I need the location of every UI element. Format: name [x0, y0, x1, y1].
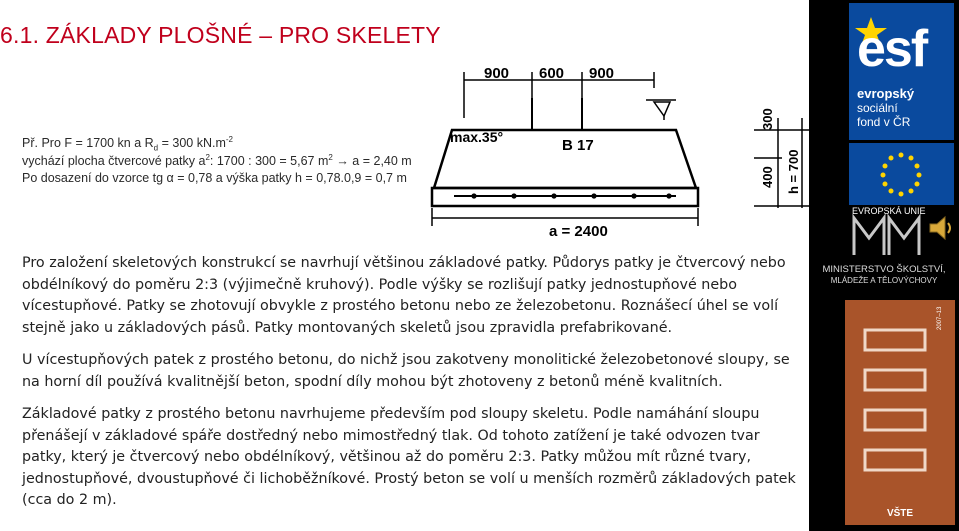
esf-wordmark: esf — [857, 20, 927, 78]
example-line-3: Po dosazení do vzorce tg α = 0,78 a výška patky h = 0,78.0,9 = 0,7 m — [22, 171, 407, 185]
paragraph-2: U vícestupňových patek z prostého betonu, do nichž jsou zakotveny monolitické železobetonové sloupy, se na horní díl používá kvalitnější beton, spodní díly mohou být zhotoveny z betonů méně kvalitních. — [22, 352, 790, 390]
dim-top-right: 900 — [589, 65, 615, 82]
example-line-1: Př. Pro F = 1700 kn a $R_d = 300$ $kN.m^{-2}$ — [22, 134, 233, 153]
eu-stars-icon — [849, 143, 954, 205]
esf-logo — [849, 3, 954, 140]
dim-top-mid: 600 — [539, 65, 565, 82]
speaker-icon[interactable] — [927, 213, 955, 243]
msmt-logo-icon — [849, 210, 924, 260]
dim-bottom: a = 2400 — [549, 223, 608, 240]
calculation-example — [22, 135, 412, 188]
page-title: 6.1. ZÁKLADY PLOŠNÉ – PRO SKELETY — [0, 22, 441, 48]
dim-right-total: h = 700 — [786, 149, 801, 194]
esf-caption: evropský sociální fond v ČR — [857, 86, 915, 129]
footing-section-drawing — [414, 58, 814, 243]
dim-right-lower: 400 — [760, 166, 775, 188]
angle-label: max.35° — [450, 129, 504, 145]
dim-right-upper: 300 — [760, 108, 775, 130]
msmt-caption: MINISTERSTVO ŠKOLSTVÍ, MLÁDEŽE A TĚLOVÝCHOVY — [822, 264, 946, 285]
vste-year: 2007–13 — [937, 306, 943, 330]
paragraph-3: Základové patky z prostého betonu navrhujeme především pod sloupy skeletu. Podle namáhání sloupu přenášejí v základové spáře dostředný nebo mimostředný tlak. Od tohoto zatížení je také odvozen tvar patky, který je čtvercový nebo obdélníkový, většinou až do poměru 2:3. Patky můžou mít různé tvary, jednostupňové, dvoustupňové či lichoběžníkové. Prostý beton se volí u menších rozměrů základových patek (cca do 2 m). — [22, 406, 796, 508]
concrete-label: B 17 — [562, 137, 594, 154]
vste-label: VŠTE — [886, 508, 914, 519]
vste-logo — [845, 300, 955, 525]
dim-top-left: 900 — [484, 65, 510, 82]
logo-sidebar — [809, 0, 959, 531]
eu-label: EVROPSKÁ UNIE — [852, 206, 926, 216]
example-line-2: vychází plocha čtvercové patky $a^2$: 1700 : 300 = 5,67 $m^2 \to a = 2,40$ m — [22, 152, 412, 168]
vste-emblem-icon — [845, 310, 955, 500]
eu-flag — [849, 143, 954, 205]
paragraph-1: Pro založení skeletových konstrukcí se navrhují většinou základové patky. Půdorys patky je čtvercový nebo obdélníkový do poměru 2:3 (výjimečně kruhový). Podle výšky se rozlišují patky jednostupňové nebo vícestupňové. Patky se zhotovují obvykle z prostého betonu nebo ze železobetonu. Roznášecí úhel se volí stejně jako u základových pásů. Patky montovaných skeletů jsou zpravidla prefabrikované. — [22, 255, 786, 336]
